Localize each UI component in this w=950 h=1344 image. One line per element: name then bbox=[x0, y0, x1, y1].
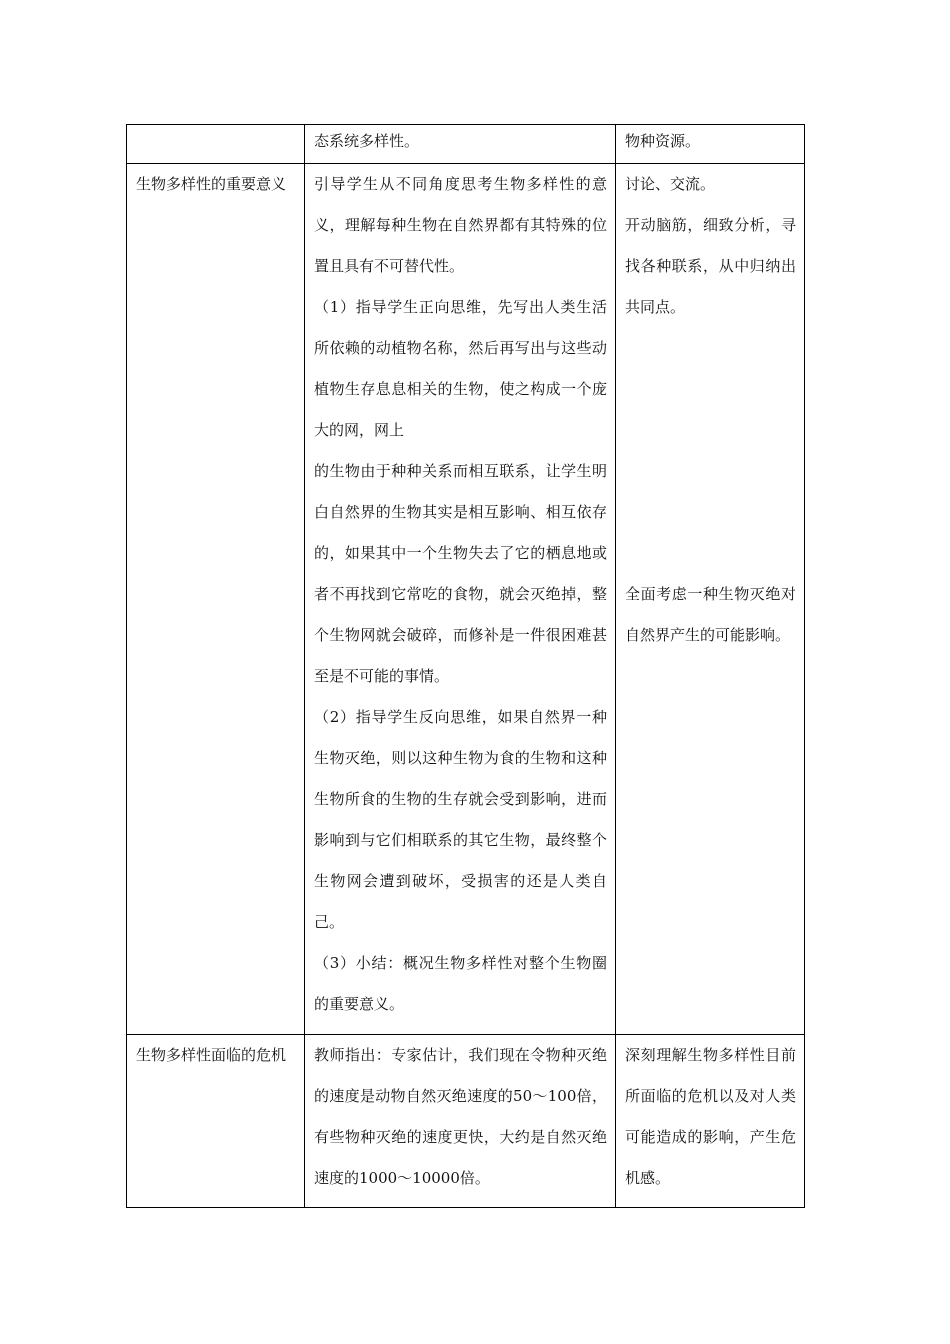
teacher-paragraph: 教师指出：专家估计，我们现在令物种灭绝的速度是动物自然灭绝速度的50～100倍，有些物种灭绝的速度更快，大约是自然灭绝速度的1000～10000倍。 bbox=[314, 1046, 607, 1187]
student-paragraph: 讨论、交流。 bbox=[625, 175, 716, 193]
teacher-activity-cell bbox=[305, 164, 616, 1035]
teacher-activity-cell bbox=[305, 1035, 616, 1208]
topic-cell bbox=[127, 164, 305, 1035]
cell-spacer bbox=[625, 328, 796, 574]
topic-text: 生物多样性面临的危机 bbox=[136, 1046, 287, 1064]
topic-cell bbox=[127, 1035, 305, 1208]
student-activity-cell bbox=[616, 125, 805, 164]
table-row bbox=[127, 164, 805, 1035]
student-activity-cell bbox=[616, 1035, 805, 1208]
topic-cell bbox=[127, 125, 305, 164]
topic-text: 生物多样性的重要意义 bbox=[136, 175, 287, 193]
student-paragraph: 开动脑筋，细致分析，寻找各种联系，从中归纳出共同点。 bbox=[625, 216, 796, 316]
teacher-paragraph: （1）指导学生正向思维，先写出人类生活所依赖的动植物名称，然后再写出与这些动植物生存息息相关的生物，使之构成一个庞大的网，网上 bbox=[314, 298, 607, 439]
teacher-paragraph: （2）指导学生反向思维，如果自然界一种生物灭绝，则以这种生物为食的生物和这种生物所食的生物的生存就会受到影响，进而影响到与它们相联系的其它生物，最终整个生物网会遭到破坏，受损害的还是人类自己。 bbox=[314, 708, 607, 931]
teacher-paragraph: 的生物由于种种关系而相互联系，让学生明白自然界的生物其实是相互影响、相互依存的，如果其中一个生物失去了它的栖息地或者不再找到它常吃的食物，就会灭绝掉，整个生物网就会破碎，而修补是一件很困难甚至是不可能的事情。 bbox=[314, 462, 607, 685]
lesson-plan-table bbox=[126, 124, 805, 1208]
table-row bbox=[127, 1035, 805, 1208]
student-activity-cell bbox=[616, 164, 805, 1035]
teacher-activity-cell bbox=[305, 125, 616, 164]
student-paragraph: 深刻理解生物多样性目前所面临的危机以及对人类可能造成的影响，产生危机感。 bbox=[625, 1046, 796, 1187]
teacher-paragraph: 引导学生从不同角度思考生物多样性的意义，理解每种生物在自然界都有其特殊的位置且具有不可替代性。 bbox=[314, 175, 607, 275]
teacher-paragraph: 态系统多样性。 bbox=[314, 132, 420, 150]
table-row bbox=[127, 125, 805, 164]
teacher-paragraph: （3）小结：概况生物多样性对整个生物圈的重要意义。 bbox=[314, 954, 607, 1013]
student-paragraph: 全面考虑一种生物灭绝对自然界产生的可能影响。 bbox=[625, 585, 796, 644]
student-paragraph: 物种资源。 bbox=[625, 132, 701, 150]
